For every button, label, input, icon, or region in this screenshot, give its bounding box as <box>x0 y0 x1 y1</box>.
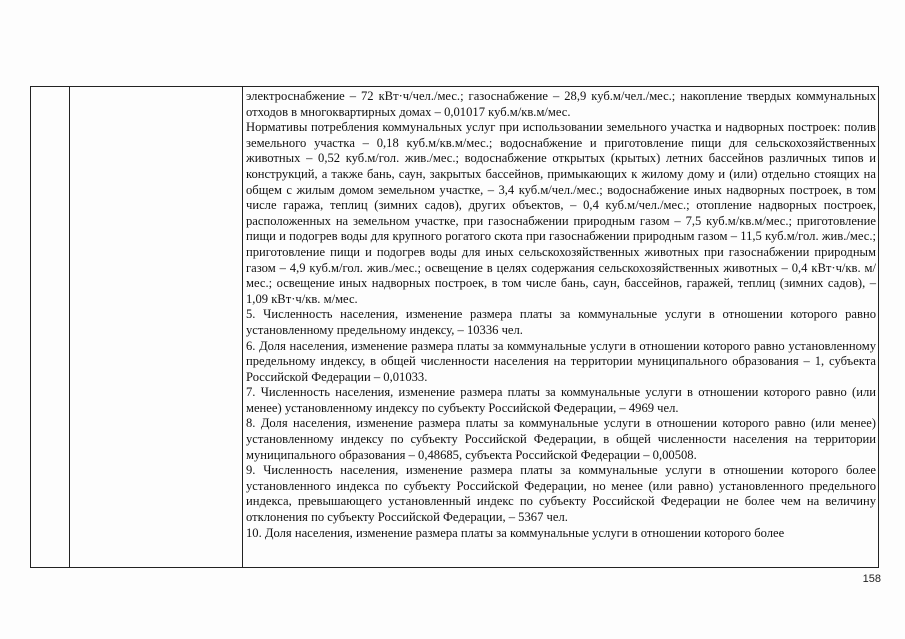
paragraph-item-7: 7. Численность населения, изменение размера платы за коммунальные услуги в отношении которого равно (или менее) установленному индексу по субъекту Российской Федерации, – 4969 чел. <box>246 385 876 415</box>
table-row <box>31 87 879 568</box>
paragraph-item-9: 9. Численность населения, изменение размера платы за коммунальные услуги в отношении которого более установленного индекса по субъекту Российской Федерации, но менее (или равно) установленного предельного индекса, превышающего установленный индекс по субъекту Российской Федерации не более чем на величину отклонения по субъекту Российской Федерации, – 5367 чел. <box>246 463 876 525</box>
cell-text-block <box>243 87 878 567</box>
document-table <box>30 86 879 568</box>
paragraph-land-plot-norms: Нормативы потребления коммунальных услуг при использовании земельного участка и надворных построек: полив земельного участка – 0,18 куб.м/кв.м/мес.; водоснабжение и приготовление пищи для сельскохозяйственных животных – 0,52 куб.м/гол. жив./мес.; водоснабжение открытых (крытых) летних бассейнов различных типов и конструкций, а также бань, саун, закрытых бассейнов, примыкающих к жилому дому и (или) отдельно стоящих на общем с жилым домом земельном участке, – 3,4 куб.м/чел./мес.; водоснабжение иных надворных построек, в том числе гаража, теплиц (зимних садов), других объектов, – 0,4 куб.м/чел./мес.; отопление надворных построек, расположенных на земельном участке, при газоснабжении природным газом – 7,5 куб.м/кв.м/мес.; приготовление пищи и подогрев воды для крупного рогатого скота при газоснабжении природным газом – 11,5 куб.м/гол. жив./мес.; приготовление пищи и подогрев воды для иных сельскохозяйственных животных при газоснабжении природным газом – 4,9 куб.м/гол. жив./мес.; освещение в целях содержания сельскохозяйственных животных – 0,4 кВт·ч/кв. м/мес.; освещение иных надворных построек, в том числе бань, саун, бассейнов, гаражей, теплиц (зимних садов), – 1,09 кВт·ч/кв. м/мес. <box>246 120 876 306</box>
paragraph-item-10: 10. Доля населения, изменение размера платы за коммунальные услуги в отношении которого более <box>246 525 785 540</box>
table-cell-content <box>243 87 879 568</box>
page-number: 158 <box>862 573 881 585</box>
table-cell-number <box>31 87 70 568</box>
paragraph-item-5: 5. Численность населения, изменение размера платы за коммунальные услуги в отношении которого равно установленному предельному индексу, – 10336 чел. <box>246 307 876 337</box>
paragraph-item-8: 8. Доля населения, изменение размера платы за коммунальные услуги в отношении которого равно (или менее) установленному индексу по субъекту Российской Федерации, в общей численности населения на территории муниципального образования – 0,48685, субъекта Российской Федерации – 0,00508. <box>246 416 876 462</box>
table-cell-municipality <box>70 87 243 568</box>
paragraph-utilities-norms-continued: электроснабжение – 72 кВт·ч/чел./мес.; газоснабжение – 28,9 куб.м/чел./мес.; накопление твердых коммунальных отходов в многоквартирных домах – 0,01017 куб.м/кв.м/мес. <box>246 89 876 119</box>
paragraph-item-6: 6. Доля населения, изменение размера платы за коммунальные услуги в отношении которого равно установленному предельному индексу, в общей численности населения на территории муниципального образования – 1, субъекта Российской Федерации – 0,01033. <box>246 338 876 384</box>
